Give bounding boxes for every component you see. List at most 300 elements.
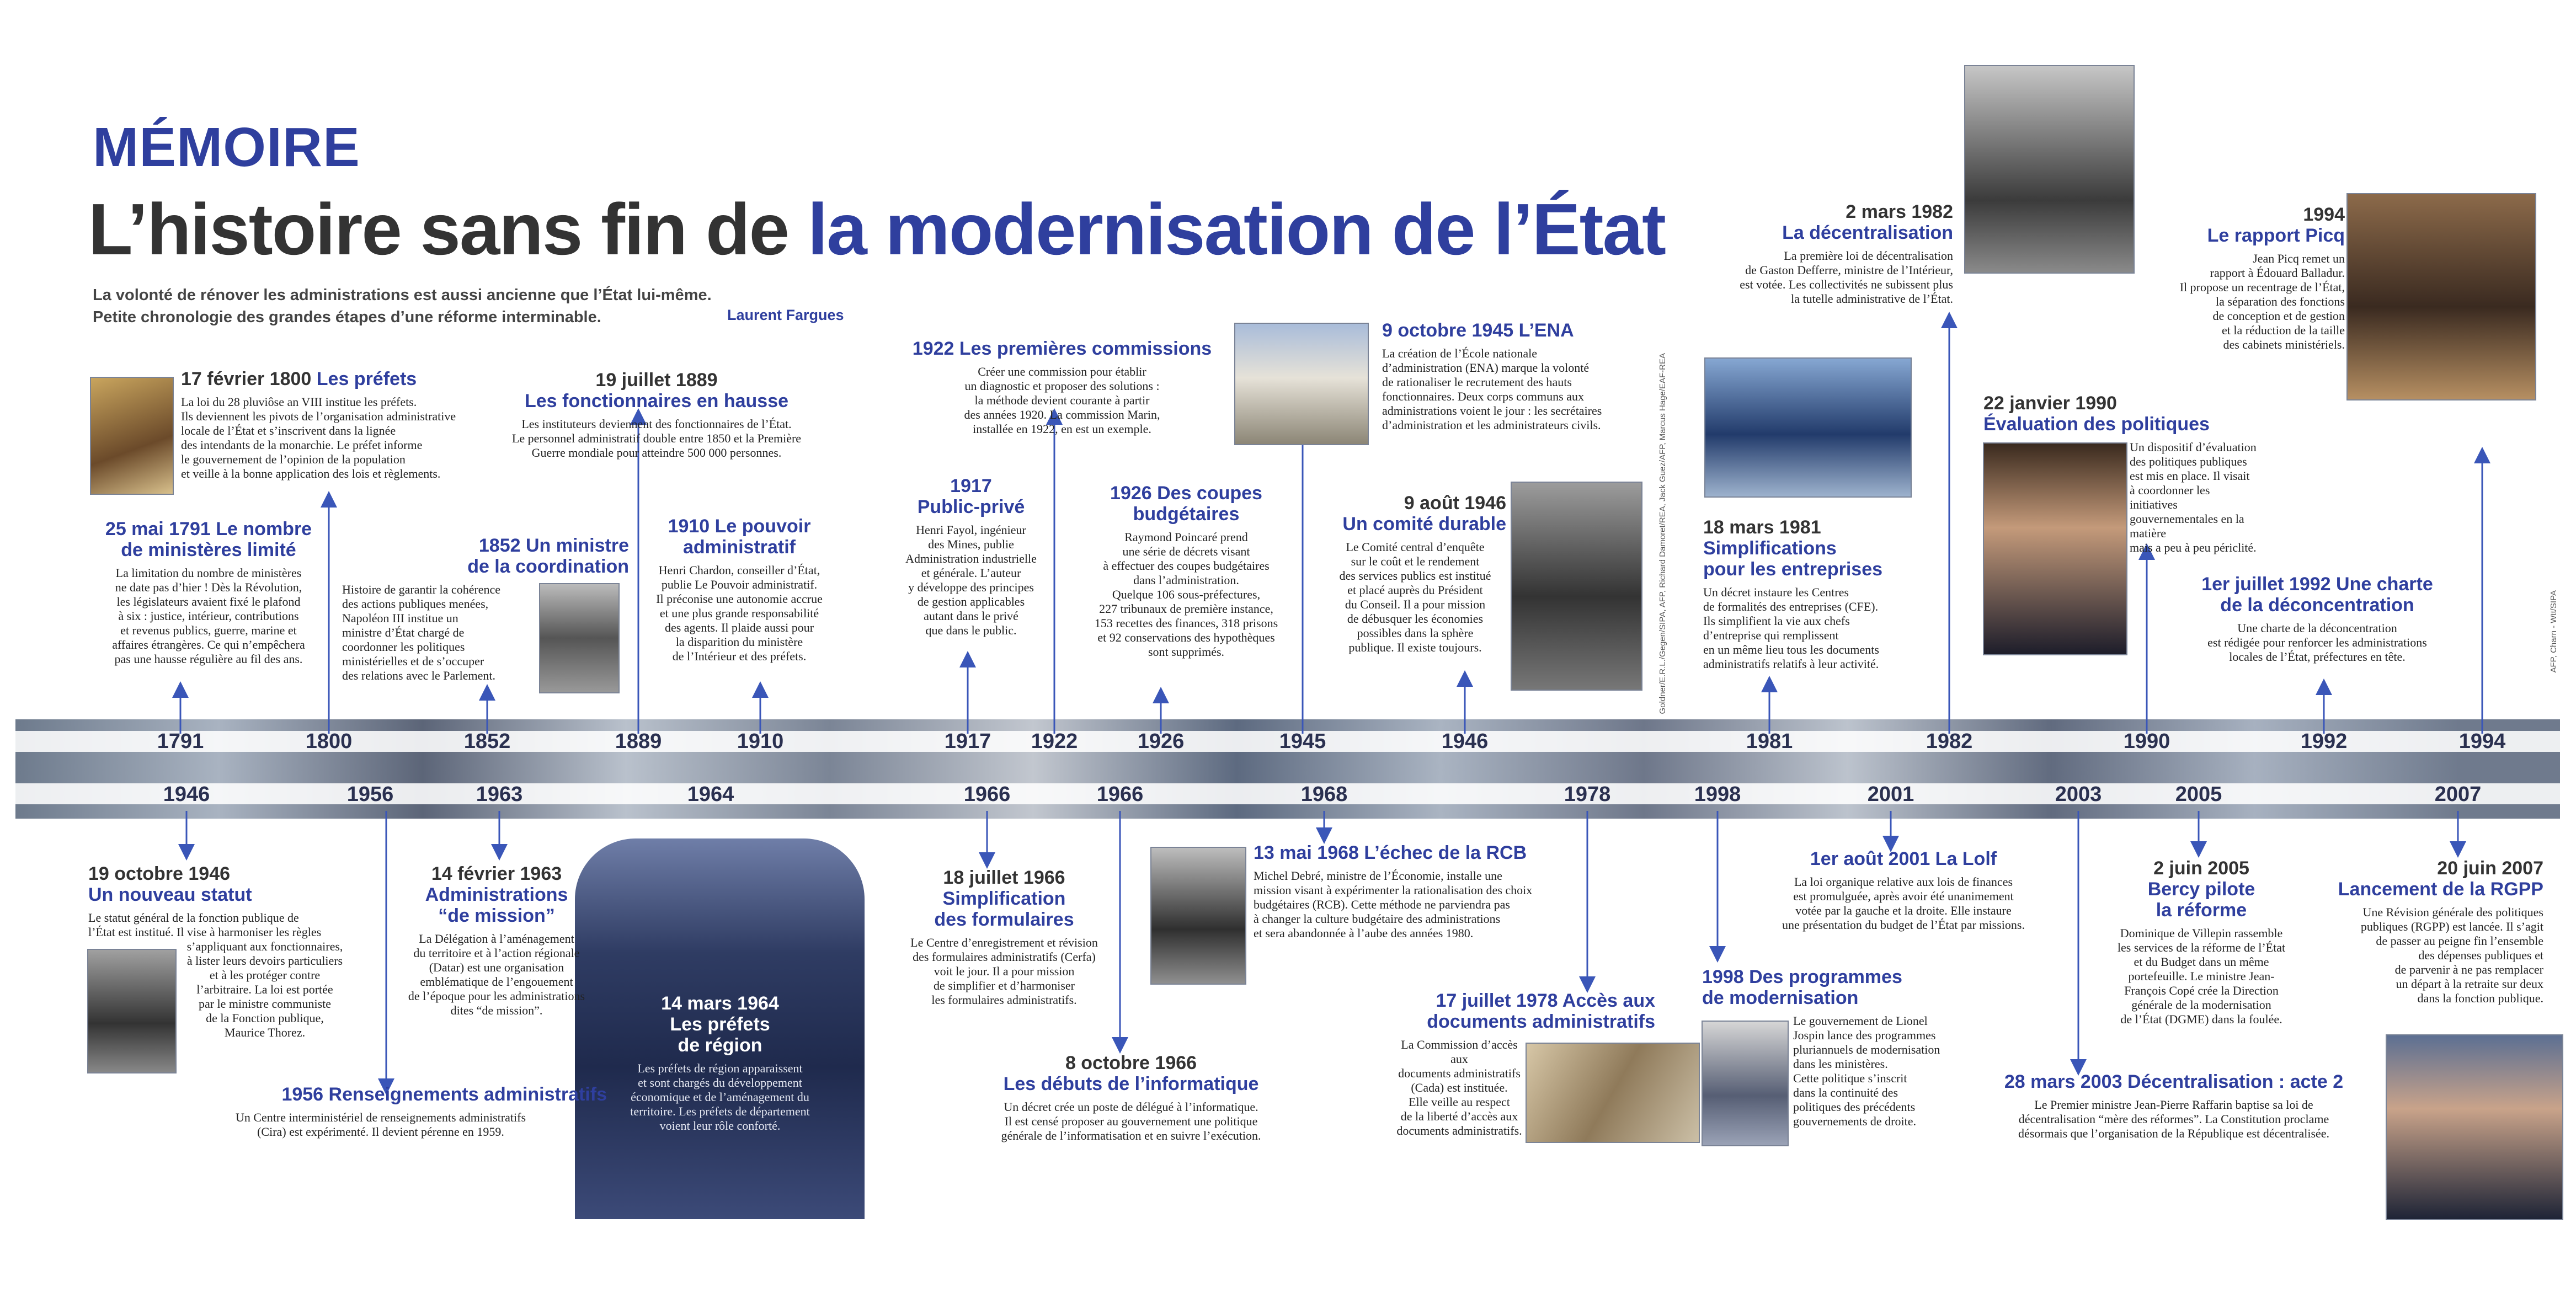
body-line: une présentation du budget de l’État par missions. xyxy=(1782,918,2025,932)
year-label: 2001 xyxy=(1867,783,1914,806)
event-title-1: 1910 Le pouvoir xyxy=(668,516,811,537)
body-line: des services publics est institué xyxy=(1339,569,1491,583)
event-title-2: Les débuts de l’informatique xyxy=(1003,1073,1259,1094)
body-line: du territoire et à l’action régionale xyxy=(413,946,580,960)
event-body xyxy=(181,395,501,481)
body-line: de conception et de gestion xyxy=(2212,309,2345,323)
body-line: du Conseil. Il a pour mission xyxy=(1345,597,1486,611)
body-line: les services de la réforme de l’État xyxy=(2117,941,2286,954)
event-date: 17 février 1800 xyxy=(181,368,312,389)
body-line: de gestion applicables xyxy=(917,595,1025,608)
body-line: à coordonner les initiatives xyxy=(2130,483,2210,511)
body-line: autant dans le privé xyxy=(924,609,1018,623)
event-title: Les préfets xyxy=(316,368,417,389)
year-label: 2005 xyxy=(2175,783,2222,806)
year-label: 1968 xyxy=(1300,783,1348,806)
body-line: est rédigée pour renforcer les administrations xyxy=(2207,635,2427,649)
year-label: 1852 xyxy=(463,730,511,753)
event-body xyxy=(1699,249,1953,306)
year-label: 1945 xyxy=(1279,730,1326,753)
body-line: Napoléon III institue un xyxy=(342,611,458,625)
event-1852 xyxy=(342,535,629,683)
event-body xyxy=(88,911,386,1040)
event-body xyxy=(599,1061,841,1133)
body-line: de formalités des entreprises (CFE). xyxy=(1703,600,1879,613)
body-line: une série de décrets visant xyxy=(1122,544,1250,558)
event-title: 1922 Les premières commissions xyxy=(912,338,1212,359)
event-title-1: 1852 Un ministre xyxy=(478,535,629,556)
event-body xyxy=(894,523,1048,638)
event-title-2: Administrations xyxy=(425,884,568,905)
body-line: pluriannuels de modernisation xyxy=(1793,1043,1940,1056)
body-line: et une plus grande responsabilité xyxy=(659,606,819,620)
body-rest xyxy=(88,939,348,1040)
event-title-3: pour les entreprises xyxy=(1703,559,1883,580)
body-line: Administration industrielle xyxy=(905,552,1037,565)
event-body xyxy=(1396,1038,1523,1138)
body-line: Les préfets de région apparaissent xyxy=(637,1061,803,1075)
event-1791 xyxy=(93,519,324,666)
year-label: 1998 xyxy=(1694,783,1741,806)
body-line: et placé auprès du Président xyxy=(1347,583,1483,597)
body-line: l’État est institué. Il vise à harmoniser les règles xyxy=(88,925,322,939)
body-line: possibles dans la sphère xyxy=(1357,626,1474,640)
body-line: Ils simplifient la vie aux chefs xyxy=(1703,614,1850,628)
body-line: publiques (RGPP) est lancée. Il s’agit xyxy=(2360,920,2543,933)
event-body xyxy=(899,365,1225,436)
body-line: La Commission d’accès aux xyxy=(1401,1038,1518,1066)
body-line: de l’État (DGME) dans la foulée. xyxy=(2120,1012,2282,1026)
event-title-1: 22 janvier 1990 xyxy=(1983,393,2117,414)
body-line: ne date pas d’hier ! Dès la Révolution, xyxy=(115,580,302,594)
body-line: de passer au peigne fin l’ensemble xyxy=(2376,934,2543,948)
event-title-1: 2 mars 1982 xyxy=(1846,201,1953,222)
body-line: Le Premier ministre Jean-Pierre Raffarin baptise sa loi de xyxy=(2034,1098,2313,1112)
body-line: que dans le public. xyxy=(925,623,1017,637)
body-line: La première loi de décentralisation xyxy=(1784,249,1953,263)
event-title: 13 mai 1968 L’échec de la RCB xyxy=(1254,842,1527,863)
event-title-2: Bercy pilote xyxy=(2147,879,2255,900)
event-title: 1er août 2001 La Lolf xyxy=(1810,848,1997,869)
body-line: des Mines, publie xyxy=(928,537,1014,551)
body-line: Dominique de Villepin rassemble xyxy=(2120,926,2283,940)
body-line: Henri Fayol, ingénieur xyxy=(916,523,1026,537)
event-title-2: de modernisation xyxy=(1702,987,1859,1008)
event-body xyxy=(888,936,1120,1007)
body-line: à six : justice, intérieur, contributions xyxy=(118,609,299,623)
body-line: des relations avec le Parlement. xyxy=(342,669,495,682)
event-title-2: Les préfets xyxy=(670,1014,770,1035)
body-line: dans les ministères. xyxy=(1793,1057,1888,1071)
body-line: La limitation du nombre de ministères xyxy=(115,566,302,580)
body-line: Elle veille au respect xyxy=(1409,1095,1510,1109)
body-line: Le statut général de la fonction publique de xyxy=(88,911,299,925)
body-line: à effectuer des coupes budgétaires xyxy=(1103,559,1270,573)
body-line: des années 1920. La commission Marin, xyxy=(964,408,1160,421)
body-line: locales de l’État, préfectures en tête. xyxy=(2229,650,2406,664)
body-line: dans la continuité des xyxy=(1793,1086,1898,1099)
event-1990 xyxy=(1983,393,2259,555)
event-title-1: 25 mai 1791 Le nombre xyxy=(105,519,312,540)
event-body xyxy=(154,1110,607,1139)
body-line: est votée. Les collectivités ne subissent plus xyxy=(1740,277,1953,291)
body-line: par le ministre communiste xyxy=(198,997,332,1011)
body-line: décentralisation “mère des réformes”. La Constitution proclame xyxy=(2018,1112,2329,1126)
body-line: Michel Debré, ministre de l’Économie, installe une xyxy=(1254,869,1502,883)
event-1946-statut xyxy=(88,863,386,1040)
year-label: 1946 xyxy=(1441,730,1489,753)
body-line: Un décret instaure les Centres xyxy=(1703,585,1849,599)
body-line: Un Centre interministériel de renseignements administratifs xyxy=(235,1110,526,1124)
event-body xyxy=(1382,346,1669,432)
body-line: les législateurs avaient fixé le plafond xyxy=(116,595,301,608)
year-label: 2003 xyxy=(2055,783,2102,806)
event-body xyxy=(93,566,324,666)
event-2001 xyxy=(1760,848,2047,932)
event-title-1: 14 février 1963 xyxy=(431,863,562,884)
title-plain: L’histoire sans fin de xyxy=(88,189,808,270)
event-title-1: 14 mars 1964 xyxy=(661,993,779,1014)
body-line: de débusquer les économies xyxy=(1347,612,1484,626)
event-title-2: de la coordination xyxy=(467,556,629,577)
body-line: François Copé crée la Direction xyxy=(2124,984,2279,997)
body-line: la disparition du ministère xyxy=(675,635,803,649)
body-line: et sera abandonnée à l’aube des années 1980. xyxy=(1254,926,1474,940)
body-line: et à les protéger contre xyxy=(209,968,321,982)
year-label: 1994 xyxy=(2458,730,2506,753)
event-1926 xyxy=(1070,483,1302,659)
event-title-2: Les fonctionnaires en hausse xyxy=(524,391,789,412)
body-line: Quelque 106 sous-préfectures, xyxy=(1112,587,1261,601)
intro-line-2: Petite chronologie des grandes étapes d’une réforme interminable. xyxy=(93,308,601,326)
event-title-3: des formulaires xyxy=(934,909,1074,930)
body-line: l’arbitraire. La loi est portée xyxy=(196,982,333,996)
body-line: Raymond Poincaré prend xyxy=(1124,530,1248,544)
body-line: générale de l’informatisation et en suivre l’exécution. xyxy=(1001,1129,1261,1142)
event-1889 xyxy=(510,370,803,460)
body-line: Créer une commission pour établir xyxy=(978,365,1146,378)
event-1981 xyxy=(1703,517,1935,671)
body-line: pas une hausse régulière au fil des ans. xyxy=(114,652,303,666)
body-line: Henri Chardon, conseiller d’État, xyxy=(658,563,820,577)
body-line: emblématique de l’engouement xyxy=(420,975,573,989)
body-line: Il est censé proposer au gouvernement une politique xyxy=(1004,1114,1258,1128)
body-line: mais a peu à peu périclité. xyxy=(2130,541,2257,554)
body-line: Le Comité central d’enquête xyxy=(1346,540,1485,554)
body-line: sur le coût et le rendement xyxy=(1351,554,1480,568)
body-line: administrations voient le jour : les secrétaires xyxy=(1382,404,1602,418)
event-1964 xyxy=(599,993,841,1133)
year-label: 1926 xyxy=(1137,730,1185,753)
event-title-1: 9 août 1946 xyxy=(1404,493,1506,514)
body-line: 227 tribunaux de première instance, xyxy=(1099,602,1273,616)
event-body xyxy=(1254,869,1640,941)
body-line: et sont chargés du développement xyxy=(638,1076,802,1089)
body-line: La création de l’École nationale xyxy=(1382,346,1537,360)
body-line: désormais que l’organisation de la République est décentralisée. xyxy=(2018,1126,2330,1140)
year-label: 1917 xyxy=(944,730,991,753)
event-title-2: Simplifications xyxy=(1703,538,1837,559)
event-body xyxy=(2312,905,2543,1006)
giscard-tv-photo xyxy=(1704,357,1912,498)
body-line: des intendants de la monarchie. Le préfet informe xyxy=(181,438,423,452)
event-title-2: Simplification xyxy=(942,888,1066,909)
body-line: dans l’administration. xyxy=(1133,573,1239,587)
event-title-2: Un comité durable xyxy=(1342,514,1506,535)
body-line: Le personnel administratif double entre 1850 et la Première xyxy=(511,431,802,445)
event-1994 xyxy=(2141,204,2345,352)
event-title-1: 1er juillet 1992 Une charte xyxy=(2201,574,2433,595)
event-body xyxy=(1760,875,2047,932)
body-line: Un dispositif d’évaluation xyxy=(2130,440,2257,454)
event-1992 xyxy=(2152,574,2483,664)
title-highlight: la modernisation de l’État xyxy=(807,189,1665,270)
body-line: fonctionnaires. Deux corps communs aux xyxy=(1382,389,1584,403)
event-title-1: 2 juin 2005 xyxy=(2153,858,2249,879)
body-line: dites “de mission”. xyxy=(450,1003,543,1017)
year-label: 1990 xyxy=(2123,730,2170,753)
year-label: 1982 xyxy=(1926,730,1973,753)
body-line: à changer la culture budgétaire des administrations xyxy=(1254,912,1501,926)
body-line: Une charte de la déconcentration xyxy=(2237,621,2397,635)
body-line: et du Budget dans un même xyxy=(2134,955,2269,969)
body-line: coordonner les politiques xyxy=(342,640,465,654)
body-line: rapport à Édouard Balladur. xyxy=(2210,266,2345,280)
body-line: sont supprimés. xyxy=(1148,645,1225,659)
body-line: budgétaires (RCB). Cette méthode ne parviendra pas xyxy=(1254,898,1510,911)
body-line: de parvenir à ne pas remplacer xyxy=(2394,963,2543,976)
body-line: et la réduction de la taille xyxy=(2222,323,2345,337)
year-label: 1966 xyxy=(963,783,1011,806)
event-2007 xyxy=(2312,858,2543,1006)
photo-credits-right: AFP, Charn - Wtt/SIPA xyxy=(2549,590,2558,673)
body-line: Le gouvernement de Lionel xyxy=(1793,1014,1928,1028)
body-line: d’entreprise qui remplissent xyxy=(1703,628,1839,642)
event-title-1: 19 octobre 1946 xyxy=(88,863,231,884)
body-line: économique et de l’aménagement du xyxy=(631,1090,809,1104)
body-line: Maurice Thorez. xyxy=(224,1025,306,1039)
event-title-2: budgétaires xyxy=(1133,504,1240,525)
body-line: le gouvernement de l’opinion de la population xyxy=(181,452,406,466)
event-1910 xyxy=(648,516,830,664)
body-line: (Datar) est une organisation xyxy=(429,960,564,974)
event-title-2: de la déconcentration xyxy=(2220,595,2414,616)
body-line: des dépenses publiques et xyxy=(2418,948,2543,962)
body-line: d’administration (ENA) marque la volonté xyxy=(1382,361,1590,375)
body-line: gouvernementales en la matière xyxy=(2130,512,2244,540)
body-line: et revenus publics, guerre, marine et xyxy=(120,623,297,637)
body-line: la tutelle administrative de l’État. xyxy=(1791,292,1953,306)
body-line: politiques des précédents xyxy=(1793,1100,1916,1114)
year-label: 1964 xyxy=(687,783,734,806)
event-body xyxy=(342,583,530,683)
body-line: installée en 1922, en est un exemple. xyxy=(973,422,1151,436)
body-line: un diagnostic et proposer des solutions : xyxy=(964,379,1160,393)
event-body xyxy=(1793,1014,2000,1129)
body-line: la méthode devient courante à partir xyxy=(974,393,1150,407)
event-title: 28 mars 2003 Décentralisation : acte 2 xyxy=(2004,1071,2344,1092)
body-line: locale de l’État et s’inscrivent dans la lignée xyxy=(181,424,396,437)
event-title-1: 1917 xyxy=(950,476,992,496)
body-line: des actions publiques menées, xyxy=(342,597,489,611)
event-title-2: La décentralisation xyxy=(1782,222,1953,243)
body-line: des cabinets ministériels. xyxy=(2223,338,2345,351)
year-label: 1956 xyxy=(346,783,394,806)
event-1963 xyxy=(392,863,601,1018)
event-title-2: Le rapport Picq xyxy=(2207,225,2345,246)
event-body xyxy=(1324,540,1506,655)
event-body xyxy=(648,563,830,664)
body-line: des formulaires administratifs (Cerfa) xyxy=(913,950,1096,964)
intro-line-1: La volonté de rénover les administrations est aussi ancienne que l’État lui-même. xyxy=(93,286,712,304)
body-line: de rationaliser le recrutement des hauts xyxy=(1382,375,1572,389)
event-title-1: 20 juin 2007 xyxy=(2437,858,2543,879)
body-line: et générale. L’auteur xyxy=(921,566,1021,580)
body-line: administratifs relatifs à leur activité. xyxy=(1703,657,1879,671)
body-line: Cette politique s’inscrit xyxy=(1793,1071,1907,1085)
event-1978 xyxy=(1396,990,1655,1138)
event-title-3: “de mission” xyxy=(438,905,555,926)
event-title-1: 1926 Des coupes xyxy=(1110,483,1262,504)
event-title-1: 17 juillet 1978 Accès aux xyxy=(1436,990,1655,1011)
event-title-3: de région xyxy=(678,1035,762,1056)
event-1998 xyxy=(1702,966,2000,1129)
body-line: ministérielles et de s’occuper xyxy=(342,654,484,668)
year-label: 1992 xyxy=(2300,730,2348,753)
event-1966-informatique xyxy=(971,1053,1291,1143)
body-line: portefeuille. Le ministre Jean- xyxy=(2128,969,2275,983)
event-title-2: Public-privé xyxy=(917,496,1025,517)
year-label: 1963 xyxy=(476,783,523,806)
body-line: un départ à la retraite sur deux xyxy=(2396,977,2543,991)
body-line: de la liberté d’accès aux xyxy=(1400,1109,1518,1123)
body-line: territoire. Les préfets de département xyxy=(630,1104,810,1118)
body-line: 153 recettes des finances, 318 prisons xyxy=(1094,616,1278,630)
body-line: est mis en place. Il visait xyxy=(2130,469,2250,483)
year-label: 1910 xyxy=(737,730,784,753)
body-line: les formulaires administratifs. xyxy=(931,993,1077,1007)
body-line: mission visant à expérimenter la rationalisation des choix xyxy=(1254,883,1533,897)
kicker: MÉMOIRE xyxy=(93,116,360,178)
body-line: publie Le Pouvoir administratif. xyxy=(661,578,818,591)
event-1800 xyxy=(181,368,501,481)
event-1968 xyxy=(1254,842,1640,941)
sarkozy-portrait xyxy=(2386,1034,2563,1220)
body-line: dans la fonction publique. xyxy=(2417,991,2543,1005)
event-title-1: 19 juillet 1889 xyxy=(595,370,718,391)
event-title-2: Un nouveau statut xyxy=(88,884,252,905)
event-title-2: Lancement de la RGPP xyxy=(2338,879,2543,900)
body-line: de l’Intérieur et des préfets. xyxy=(672,649,807,663)
event-1946-comite xyxy=(1324,493,1506,655)
event-body xyxy=(1992,1098,2356,1141)
body-line: La loi du 28 pluviôse an VIII institue les préfets. xyxy=(181,395,417,409)
body-line: gouvernements de droite. xyxy=(1793,1114,1916,1128)
body-line: voit le jour. Il a pour mission xyxy=(934,964,1075,978)
body-line: ministre d’État chargé de xyxy=(342,626,465,639)
body-line: d’administration et les administrateurs civils. xyxy=(1382,418,1601,432)
body-line: (Cada) est instituée. xyxy=(1411,1081,1508,1094)
body-line: Jean Picq remet un xyxy=(2253,252,2345,265)
author: Laurent Fargues xyxy=(727,307,844,323)
event-1945 xyxy=(1382,320,1669,432)
defferre-portrait xyxy=(1964,65,2135,274)
body-line: votée par la gauche et la droite. Elle instaure xyxy=(1795,904,2012,917)
event-1982 xyxy=(1699,201,1953,306)
body-line: générale de la modernisation xyxy=(2131,998,2271,1012)
body-line: de l’époque pour les administrations xyxy=(408,989,585,1003)
body-line: documents administratifs xyxy=(1398,1066,1521,1080)
year-label: 1981 xyxy=(1746,730,1793,753)
body-line: Jospin lance des programmes xyxy=(1793,1028,1936,1042)
body-line: Une Révision générale des politiques xyxy=(2362,905,2543,919)
event-body xyxy=(392,932,601,1018)
event-body xyxy=(2130,440,2259,555)
body-line: s’appliquant aux fonctionnaires, xyxy=(186,939,343,953)
event-title-2: documents administratifs xyxy=(1427,1011,1655,1032)
body-line: et veille à la bonne application des lois et règlements. xyxy=(181,467,441,480)
event-1922 xyxy=(899,338,1225,436)
event-body xyxy=(2141,252,2345,352)
year-label: 1889 xyxy=(615,730,662,753)
body-line: Le Centre d’enregistrement et révision xyxy=(910,936,1098,949)
body-line: Il propose un recentrage de l’État, xyxy=(2179,280,2345,294)
event-title-2: Évaluation des politiques xyxy=(1983,414,2210,435)
year-label: 1791 xyxy=(157,730,204,753)
event-title-3: la réforme xyxy=(2156,900,2247,921)
event-1956 xyxy=(154,1084,607,1139)
event-title: 9 octobre 1945 L’ENA xyxy=(1382,320,1574,341)
body-line: des politiques publiques xyxy=(2130,455,2247,468)
body-line: et 92 conservations des hypothèques xyxy=(1097,631,1275,644)
event-title: 1956 Renseignements administratifs xyxy=(281,1084,607,1105)
event-body xyxy=(510,417,803,460)
body-line: Un décret crée un poste de délégué à l’informatique. xyxy=(1004,1100,1258,1114)
year-label: 2007 xyxy=(2434,783,2482,806)
body-line: affaires étrangères. Ce qui n’empêchera xyxy=(112,638,305,651)
ena-building-photo xyxy=(1234,323,1369,445)
body-line: (Cira) est expérimenté. Il devient pérenne en 1959. xyxy=(257,1125,504,1139)
event-body xyxy=(971,1100,1291,1143)
body-line: La loi organique relative aux lois de finances xyxy=(1794,875,2013,889)
event-title-1: 1994 xyxy=(2303,204,2345,225)
body-line: Les instituteurs deviennent des fonctionnaires de l’État. xyxy=(521,417,792,431)
event-title-1: 1998 Des programmes xyxy=(1702,966,1902,987)
event-2003 xyxy=(1992,1071,2356,1141)
body-line: à lister leurs devoirs particuliers xyxy=(186,954,343,968)
body-line: publique. Il existe toujours. xyxy=(1348,640,1482,654)
year-label: 1946 xyxy=(163,783,210,806)
year-label: 1922 xyxy=(1031,730,1078,753)
body-line: documents administratifs. xyxy=(1396,1124,1522,1137)
body-line: de Gaston Defferre, ministre de l’Intérieur, xyxy=(1745,263,1953,277)
year-label: 1978 xyxy=(1564,783,1611,806)
event-1917 xyxy=(894,476,1048,638)
year-label: 1800 xyxy=(305,730,353,753)
event-2005 xyxy=(2097,858,2306,1027)
body-line: y développe des principes xyxy=(908,580,1034,594)
body-line: la séparation des fonctions xyxy=(2216,295,2345,308)
event-title-2: de ministères limité xyxy=(121,540,296,560)
body-line: en un même lieu tous les documents xyxy=(1703,643,1879,656)
event-1966-formulaires xyxy=(888,867,1120,1007)
body-line: Guerre mondiale pour atteindre 500 000 personnes. xyxy=(531,446,782,460)
event-title-1: 18 mars 1981 xyxy=(1703,517,1821,538)
event-title-1: 18 juillet 1966 xyxy=(943,867,1065,888)
napoleon-portrait xyxy=(90,377,174,495)
event-body xyxy=(1070,530,1302,659)
body-line: Ils deviennent les pivots de l’organisation administrative xyxy=(181,409,456,423)
